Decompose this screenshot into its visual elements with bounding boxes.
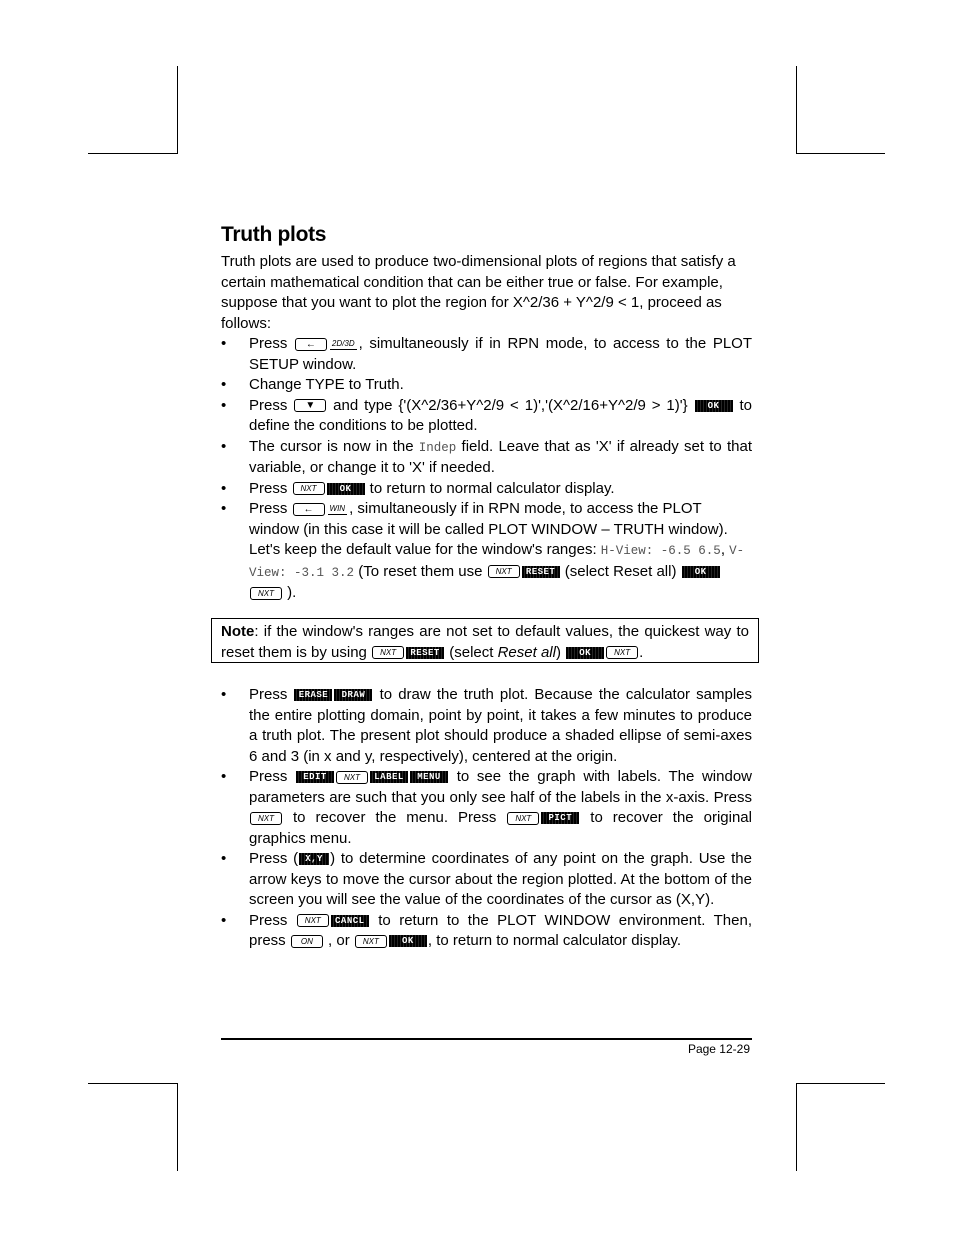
code-text: V-View: -3.1 3.2	[249, 544, 745, 580]
reset-softkey: RESET	[406, 647, 444, 659]
label-softkey: LABEL	[370, 771, 408, 783]
edit-softkey: EDIT	[296, 771, 334, 783]
on-key: ON	[291, 935, 323, 948]
cancel-softkey: CANCL	[331, 915, 369, 927]
menu-softkey: MENU	[410, 771, 448, 783]
list-item: • Press NXT CANCL to return to the PLOT WINDOW environment. Then, press ON , or NXT OK , to return to normal calculator display.	[221, 911, 752, 949]
ok-softkey: OK	[566, 647, 604, 659]
page-number: Page 12-29	[687, 1042, 750, 1056]
nxt-key: NXT	[355, 935, 387, 948]
code-text: H-View: -6.5 6.5	[600, 544, 721, 558]
down-arrow-key: ▼	[294, 399, 326, 412]
list-item: • Press EDIT NXT LABEL MENU to see the graph with labels. The window parameters are such that you only see half of the labels in the x-axis. Press NXT to recover the menu. Press NXT PICT to recover the original graphics menu.	[221, 768, 752, 847]
ok-softkey: OK	[682, 566, 720, 578]
steps-list	[221, 334, 752, 604]
nxt-key: NXT	[336, 771, 368, 784]
left-shift-key: ←	[293, 503, 325, 516]
ok-softkey: OK	[327, 483, 365, 495]
nxt-key: NXT	[250, 812, 282, 825]
note-label: Note	[221, 623, 255, 640]
crop-mark	[88, 153, 177, 154]
crop-mark	[796, 66, 797, 154]
note-box: Note: if the window's ranges are not set to default values, the quickest way to reset them is by using NXT RESET (select Reset all) OK NXT .	[211, 618, 759, 663]
nxt-key: NXT	[372, 646, 404, 659]
list-item: • Press ( X,Y ) to determine coordinates of any point on the graph. Use the arrow keys to move the cursor about the region plotted. At the bottom of the screen you will see the value of the coordinates of the cursor as (X,Y).	[221, 850, 752, 908]
reset-softkey: RESET	[522, 566, 560, 578]
left-shift-key: ←	[295, 338, 327, 351]
intro-paragraph: Truth plots are used to produce two-dimensional plots of regions that satisfy a certain mathematical condition that can be either true or false. For example, suppose that you want to plot the region for X^2/36 + Y^2/9 < 1, proceed as follows:	[221, 253, 736, 332]
crop-mark	[88, 1083, 177, 1084]
crop-mark	[177, 1083, 178, 1171]
nxt-key: NXT	[606, 646, 638, 659]
list-item: • Change TYPE to Truth.	[221, 376, 404, 393]
crop-mark	[177, 66, 178, 154]
xy-softkey: X,Y	[299, 853, 329, 865]
nxt-key: NXT	[507, 812, 539, 825]
crop-mark	[796, 153, 885, 154]
list-item: • Press ← 2D/3D , simultaneously if in RPN mode, to access to the PLOT SETUP window.	[221, 335, 752, 373]
list-item: • Press ← WIN , simultaneously if in RPN mode, to access the PLOT window (in this case it will be called PLOT WINDOW – TRUTH window). Let's keep the default value for the window's ranges: H-View: -6.5 6.5, V-View: -3.1 3.2 (To reset them use NXT RESET (select Reset all) OK NXT ).	[221, 500, 745, 601]
pict-softkey: PICT	[541, 812, 579, 824]
nxt-key: NXT	[488, 565, 520, 578]
list-item: • Press ERASE DRAW to draw the truth plot. Because the calculator samples the entire plotting domain, point by point, it takes a few minutes to produce a truth plot. The present plot should produce a shaded ellipse of semi-axes 6 and 3 (in x and y, respectively), centered at the origin.	[221, 686, 753, 765]
erase-softkey: ERASE	[294, 689, 332, 701]
draw-softkey: DRAW	[334, 689, 372, 701]
footer-rule	[221, 1038, 752, 1040]
nxt-key: NXT	[250, 587, 282, 600]
section-title: Truth plots	[221, 223, 327, 246]
code-text: Indep	[418, 440, 457, 455]
nxt-key: NXT	[297, 914, 329, 927]
plot-2d3d-key-label: 2D/3D	[331, 338, 355, 348]
list-item: • Press ▼ and type {'(X^2/36+Y^2/9 < 1)','(X^2/16+Y^2/9 > 1)'} OK to define the conditions to be plotted.	[221, 396, 752, 434]
win-key-label: WIN	[329, 503, 346, 513]
nxt-key: NXT	[293, 482, 325, 495]
steps-list-continued	[221, 685, 752, 952]
main-content	[221, 222, 752, 604]
ok-softkey: OK	[695, 400, 733, 412]
crop-mark	[796, 1083, 885, 1084]
list-item: • Press NXT OK to return to normal calculator display.	[221, 479, 615, 497]
crop-mark	[796, 1083, 797, 1171]
ok-softkey: OK	[389, 935, 427, 947]
list-item: • The cursor is now in the Indep field. Leave that as 'X' if already set to that variable, or change it to 'X' if needed.	[221, 437, 753, 476]
